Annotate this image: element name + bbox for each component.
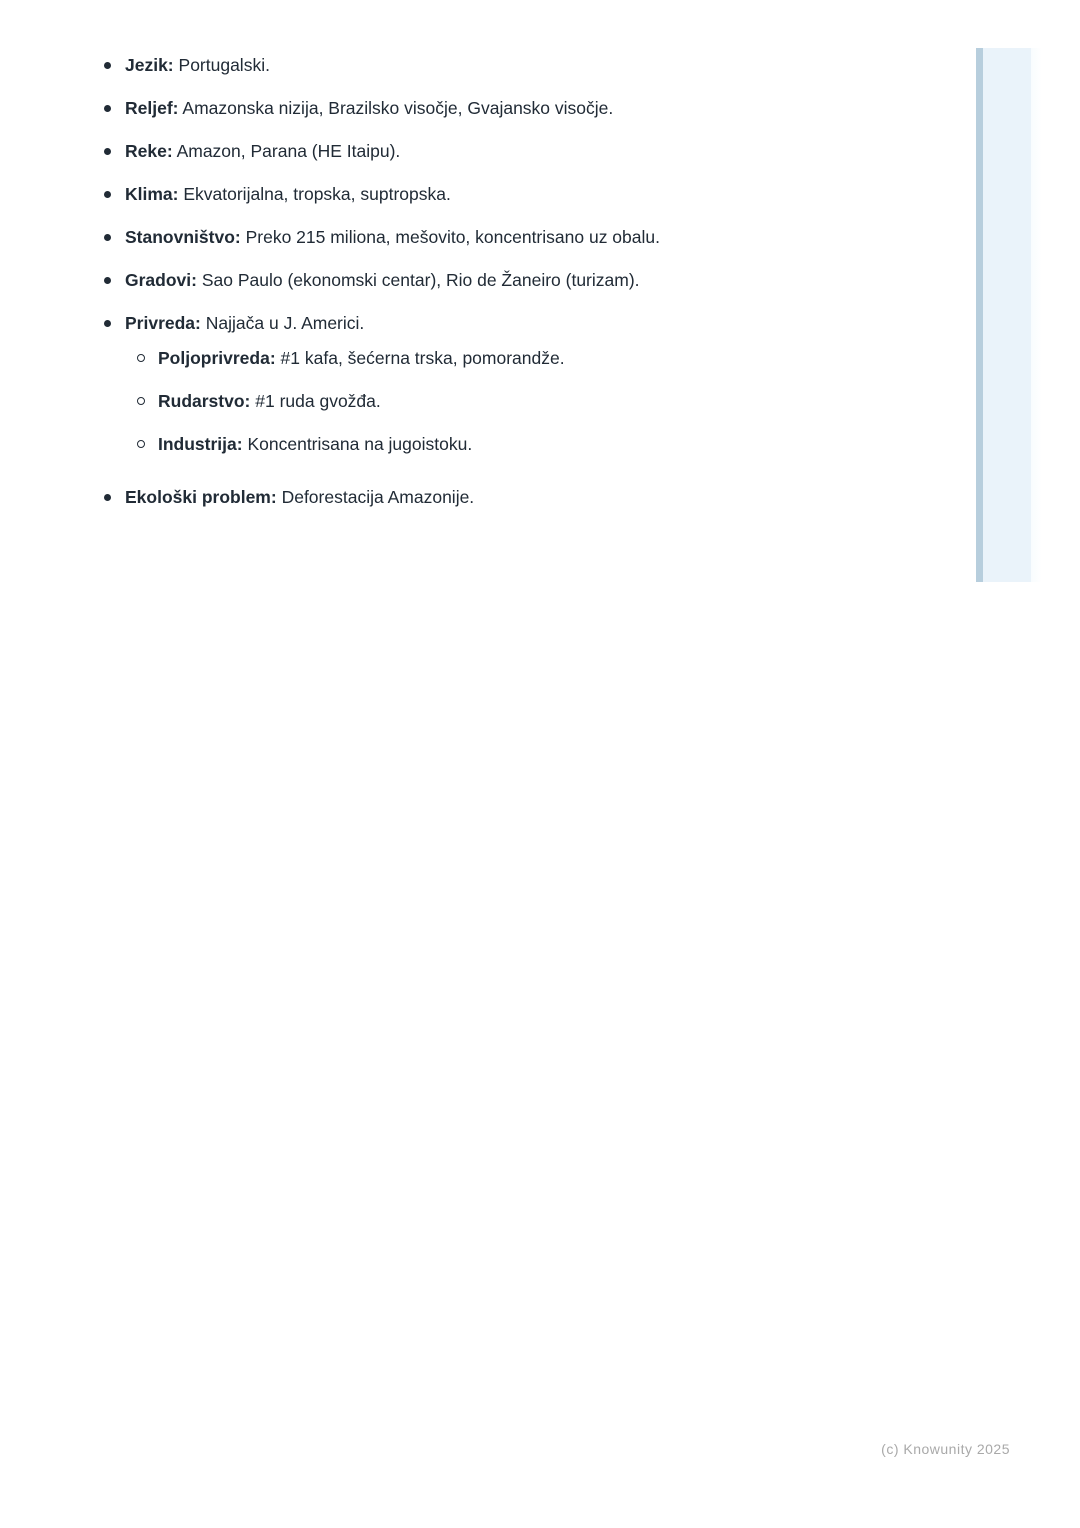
bullet-icon: [104, 191, 111, 198]
item-label: Reke:: [125, 141, 173, 161]
list-item: [96, 138, 946, 164]
item-label: Privreda:: [125, 313, 201, 333]
copyright-watermark: (c) Knowunity 2025: [881, 1441, 1010, 1457]
item-label: Poljoprivreda:: [158, 348, 276, 368]
item-label: Klima:: [125, 184, 179, 204]
circle-bullet-icon: [137, 397, 145, 405]
scrollbar-indicator[interactable]: [976, 48, 1042, 582]
notes-list: [96, 52, 946, 527]
item-text: Deforestacija Amazonije.: [281, 487, 475, 507]
bullet-icon: [104, 234, 111, 241]
sub-list-item: [125, 345, 946, 371]
circle-bullet-icon: [137, 354, 145, 362]
list-item: [96, 95, 946, 121]
item-label: Stanovništvo:: [125, 227, 241, 247]
item-text: Portugalski.: [178, 55, 270, 75]
item-label: Rudarstvo:: [158, 391, 251, 411]
notes-sublist: [125, 345, 946, 457]
item-text: Najjača u J. Americi.: [205, 313, 365, 333]
circle-bullet-icon: [137, 440, 145, 448]
item-text: #1 kafa, šećerna trska, pomorandže.: [280, 348, 565, 368]
bullet-icon: [104, 277, 111, 284]
list-item: [96, 224, 946, 250]
list-item: [96, 484, 946, 510]
item-text: Preko 215 miliona, mešovito, koncentrisano uz obalu.: [245, 227, 660, 247]
sub-list-item: [125, 431, 946, 457]
item-label: Industrija:: [158, 434, 243, 454]
list-item: [96, 267, 946, 293]
item-text: Sao Paulo (ekonomski centar), Rio de Žaneiro (turizam).: [201, 270, 640, 290]
item-label: Jezik:: [125, 55, 174, 75]
list-item: [96, 52, 946, 78]
list-item: [96, 310, 946, 457]
bullet-icon: [104, 62, 111, 69]
bullet-icon: [104, 105, 111, 112]
item-text: Koncentrisana na jugoistoku.: [247, 434, 473, 454]
item-text: Amazon, Parana (HE Itaipu).: [176, 141, 401, 161]
item-text: #1 ruda gvožđa.: [255, 391, 381, 411]
item-text: Amazonska nizija, Brazilsko visočje, Gvajansko visočje.: [182, 98, 614, 118]
list-item: [96, 181, 946, 207]
item-text: Ekvatorijalna, tropska, suptropska.: [183, 184, 451, 204]
item-label: Gradovi:: [125, 270, 197, 290]
item-label: Reljef:: [125, 98, 179, 118]
bullet-icon: [104, 494, 111, 501]
item-label: Ekološki problem:: [125, 487, 277, 507]
bullet-icon: [104, 148, 111, 155]
bullet-icon: [104, 320, 111, 327]
sub-list-item: [125, 388, 946, 414]
